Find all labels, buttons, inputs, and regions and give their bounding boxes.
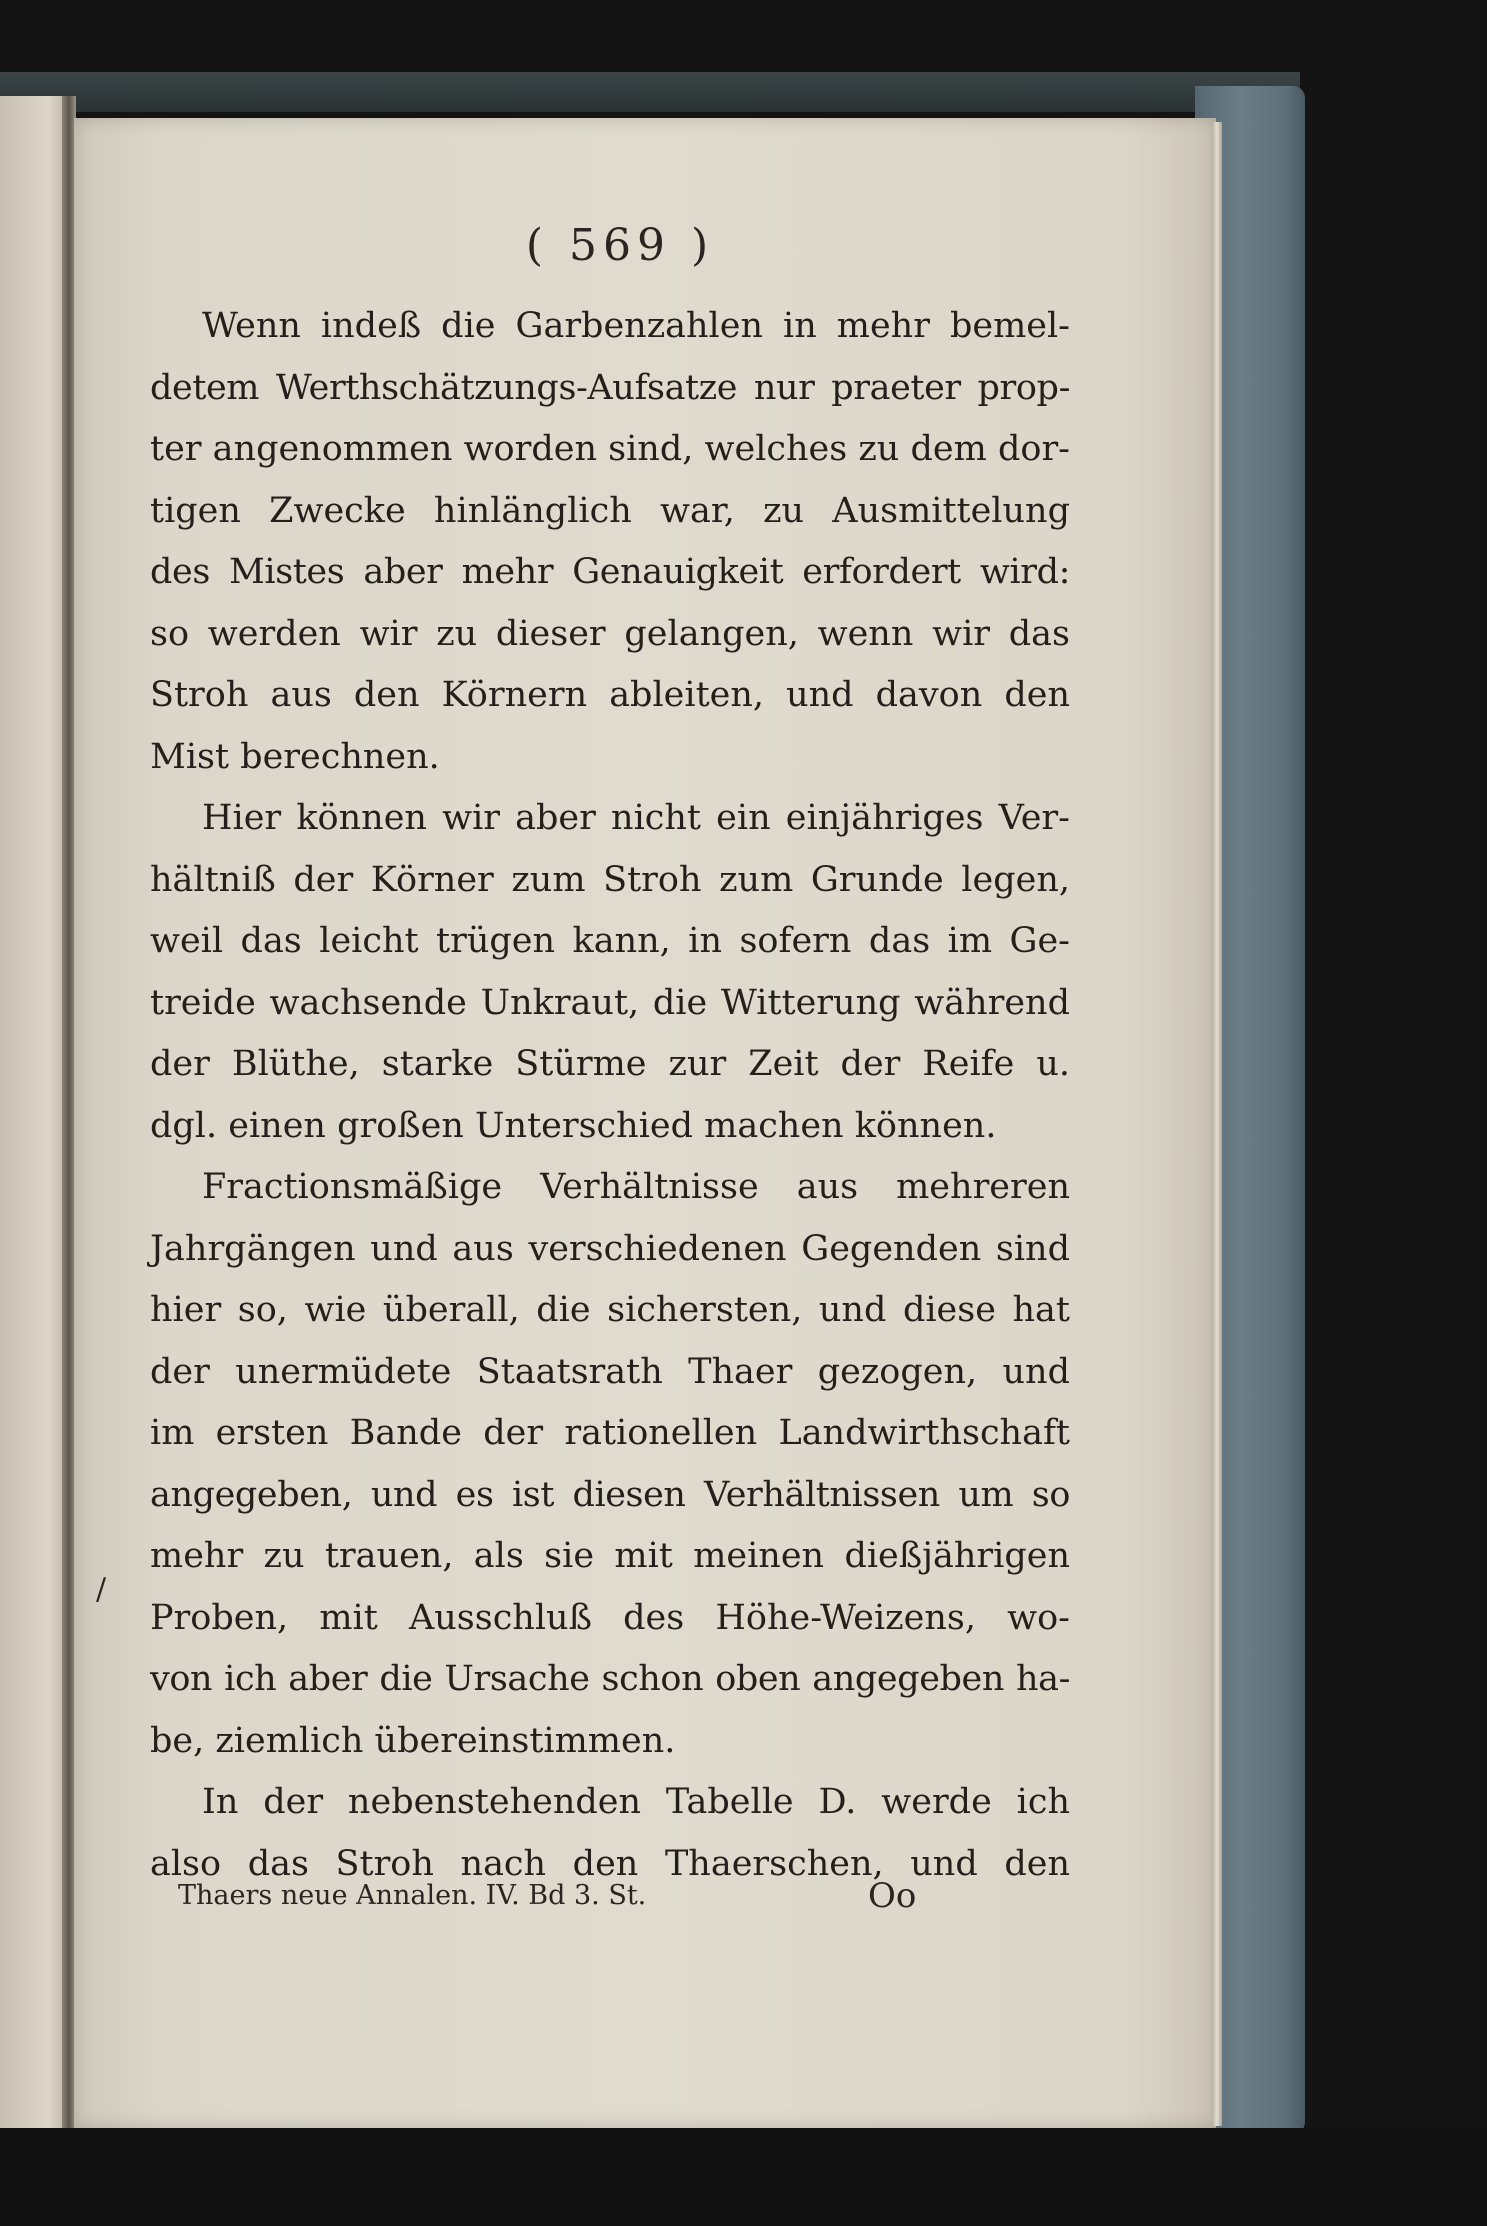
text-line: hältniß der Körner zum Stroh zum Grunde legen, — [150, 859, 1070, 900]
page-number: ( 569 ) — [525, 220, 715, 271]
text-line: mehr zu trauen, als sie mit meinen dießjährigen — [150, 1536, 1070, 1576]
text-line: Jahrgängen und aus verschiedenen Gegenden sind — [150, 1228, 1070, 1269]
text-line: Wenn indeß die Garbenzahlen in mehr bemel- — [202, 306, 1070, 346]
text-line: angegeben, und es ist diesen Verhältnissen um so — [150, 1474, 1070, 1515]
page-edge — [1212, 122, 1222, 2126]
text-line: Proben, mit Ausschluß des Höhe-Weizens, wo- — [150, 1597, 1070, 1638]
book-cover-top — [0, 72, 1300, 112]
text-line: tigen Zwecke hinlänglich war, zu Ausmittelung — [150, 490, 1070, 531]
scan-background — [0, 2128, 1487, 2226]
text-line: detem Werthschätzungs-Aufsatze nur praeter prop- — [150, 367, 1070, 408]
text-line: der Blüthe, starke Stürme zur Zeit der Reife u. — [150, 1044, 1070, 1084]
text-line: treide wachsende Unkraut, die Witterung während — [150, 982, 1070, 1023]
text-line: von ich aber die Ursache schon oben angegeben ha- — [150, 1659, 1070, 1699]
text-line: im ersten Bande der rationellen Landwirthschaft — [150, 1413, 1070, 1453]
text-line: Hier können wir aber nicht ein einjähriges Ver- — [202, 798, 1070, 838]
text-line: weil das leicht trügen kann, in sofern das im Ge- — [150, 921, 1070, 961]
text-line: Fractionsmäßige Verhältnisse aus mehreren — [202, 1167, 1070, 1207]
margin-mark: / — [96, 1572, 107, 1607]
footer-signature-line: Thaers neue Annalen. IV. Bd 3. St. — [178, 1880, 647, 1911]
body-text — [150, 296, 1070, 1895]
text-line: also das Stroh nach den Thaerschen, und den — [150, 1843, 1070, 1884]
text-line: des Mistes aber mehr Genauigkeit erfordert wird: — [150, 552, 1070, 592]
text-line: be, ziemlich übereinstimmen. — [150, 1720, 676, 1761]
text-line: ter angenommen worden sind, welches zu dem dor- — [150, 429, 1070, 469]
signature-mark: Oo — [868, 1876, 917, 1916]
text-line: Stroh aus den Körnern ableiten, und davon den — [150, 675, 1070, 715]
text-line: der unermüdete Staatsrath Thaer gezogen, und — [150, 1351, 1070, 1392]
text-line: dgl. einen großen Unterschied machen können. — [150, 1105, 997, 1146]
text-line: Mist berechnen. — [150, 736, 440, 777]
text-line: so werden wir zu dieser gelangen, wenn wir das — [150, 613, 1070, 654]
left-page-edge — [0, 96, 70, 2136]
text-line: hier so, wie überall, die sichersten, und diese hat — [150, 1290, 1070, 1330]
text-line: In der nebenstehenden Tabelle D. werde ich — [202, 1782, 1070, 1822]
